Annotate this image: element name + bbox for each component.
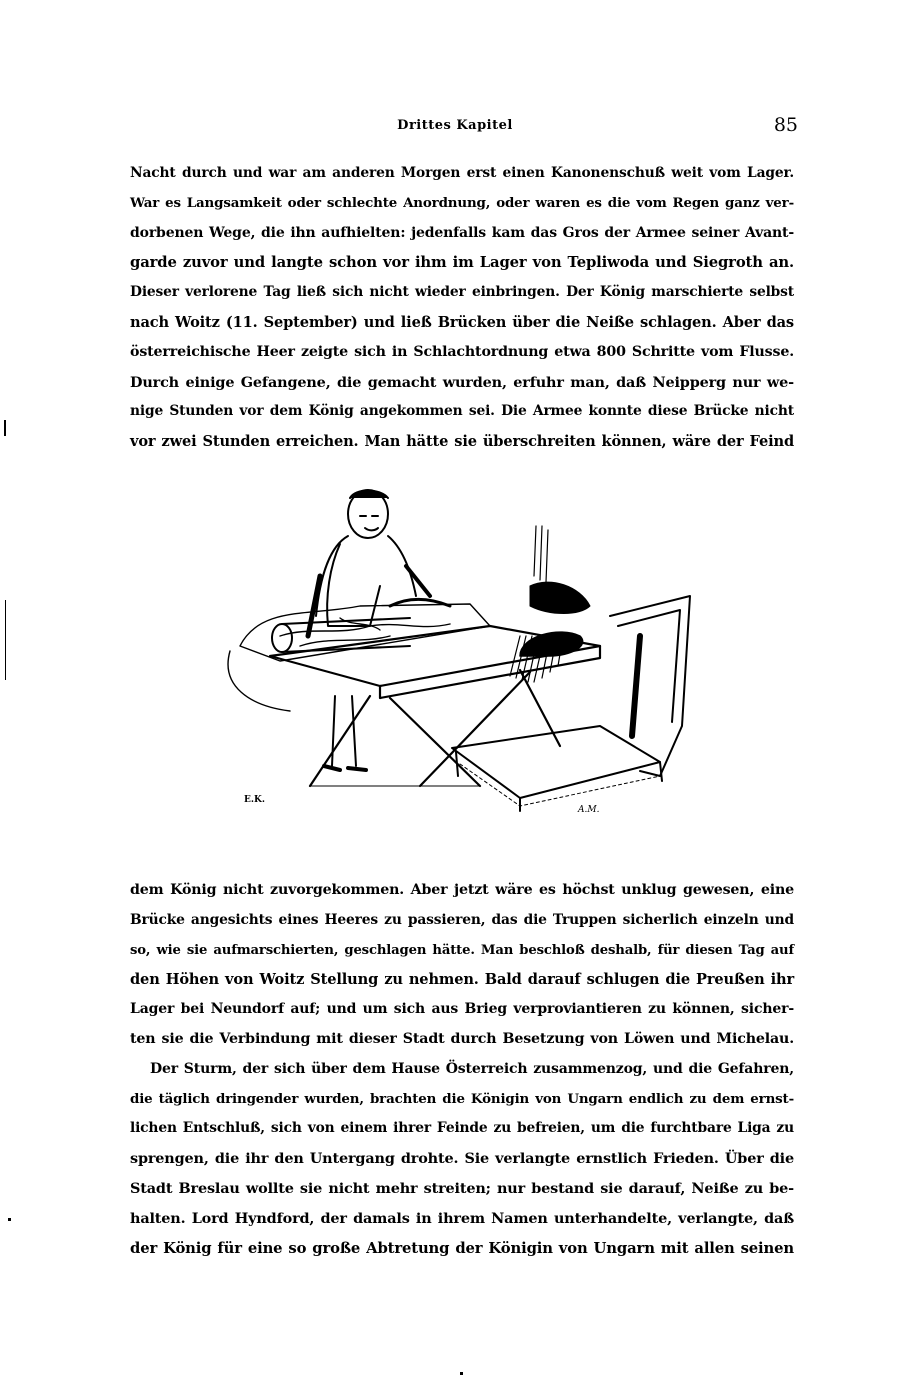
text-line: Durch einige Gefangene, die gemacht wurden, erfuhr man, daß Neipperg nur we- [130, 373, 794, 391]
text-line: nige Stunden vor dem König angekommen sei. Die Armee konnte diese Brücke nicht [130, 403, 794, 420]
text-line: War es Langsamkeit oder schlechte Anordnung, oder waren es die vom Regen ganz ver- [130, 194, 794, 211]
text-line: den Höhen von Woitz Stellung zu nehmen. Bald darauf schlugen die Preußen ihr [130, 971, 794, 989]
text-line: halten. Lord Hyndford, der damals in ihrem Namen unterhandelte, verlangte, daß [130, 1209, 794, 1227]
text-line: garde zuvor und langte schon vor ihm im Lager von Tepliwoda und Siegroth an. [130, 254, 794, 272]
artist-signature-right: A.M. [578, 805, 600, 815]
text-line: dorbenen Wege, die ihn aufhielten: jedenfalls kam das Gros der Armee seiner Avant- [130, 224, 794, 241]
text-line: österreichische Heer zeigte sich in Schlachtordnung etwa 800 Schritte vom Flusse. [130, 343, 794, 360]
text-line: so, wie sie aufmarschierten, geschlagen hätte. Man beschloß deshalb, für diesen Tag auf [130, 942, 794, 958]
scan-artifact [4, 420, 6, 436]
rolled-map-edges [282, 618, 410, 652]
text-line: ten sie die Verbindung mit dieser Stadt durch Besetzung von Löwen und Michelau. [130, 1030, 794, 1047]
body-text-top [130, 159, 794, 457]
text-line: der König für eine so große Abtretung der Königin von Ungarn mit allen seinen [130, 1239, 794, 1257]
artist-signature-left: E.K. [244, 795, 265, 805]
rolled-map [272, 624, 292, 652]
text-line: die täglich dringender wurden, brachten die Königin von Ungarn endlich zu dem ernst- [130, 1090, 794, 1107]
engraving-drawing [220, 486, 700, 816]
body-text-bottom [130, 876, 794, 1263]
text-line: Stadt Breslau wollte sie nicht mehr streiten; nur bestand sie darauf, Neiße zu be- [130, 1179, 794, 1197]
text-line: Nacht durch und war am anderen Morgen erst einen Kanonenschuß weit vom Lager. [130, 165, 794, 181]
text-line: nach Woitz (11. September) und ließ Brücken über die Neiße schlagen. Aber das [130, 313, 794, 331]
scan-artifact [5, 600, 6, 680]
scan-artifact [8, 1218, 11, 1221]
hat [520, 632, 583, 656]
text-line: Brücke angesichts eines Heeres zu passieren, das die Truppen sicherlich einzeln und [130, 911, 794, 928]
text-line: Der Sturm, der sich über dem Hause Österreich zusammenzog, und die Gefahren, [150, 1060, 794, 1077]
chapter-title: Drittes Kapitel [397, 118, 513, 133]
text-line: lichen Entschluß, sich von einem ihrer Feinde zu befreien, um die furchtbare Liga zu [130, 1120, 794, 1137]
text-line: dem König nicht zuvorgekommen. Aber jetzt wäre es höchst unklug gewesen, eine [130, 882, 794, 898]
dark-shape [530, 582, 590, 613]
text-line: Lager bei Neundorf auf; und um sich aus Brieg verproviantieren zu können, sicher- [130, 1001, 794, 1018]
running-head [0, 114, 900, 138]
text-line: Dieser verlorene Tag ließ sich nicht wieder einbringen. Der König marschierte selbst [130, 284, 794, 301]
text-line: vor zwei Stunden erreichen. Man hätte sie überschreiten können, wäre der Feind [130, 433, 794, 451]
illustration-king-with-map [220, 486, 700, 816]
scan-artifact [460, 1372, 463, 1375]
text-line: sprengen, die ihr den Untergang drohte. Sie verlangte ernstlich Frieden. Über die [130, 1150, 794, 1168]
page-number: 85 [773, 114, 798, 136]
chair [452, 596, 690, 811]
